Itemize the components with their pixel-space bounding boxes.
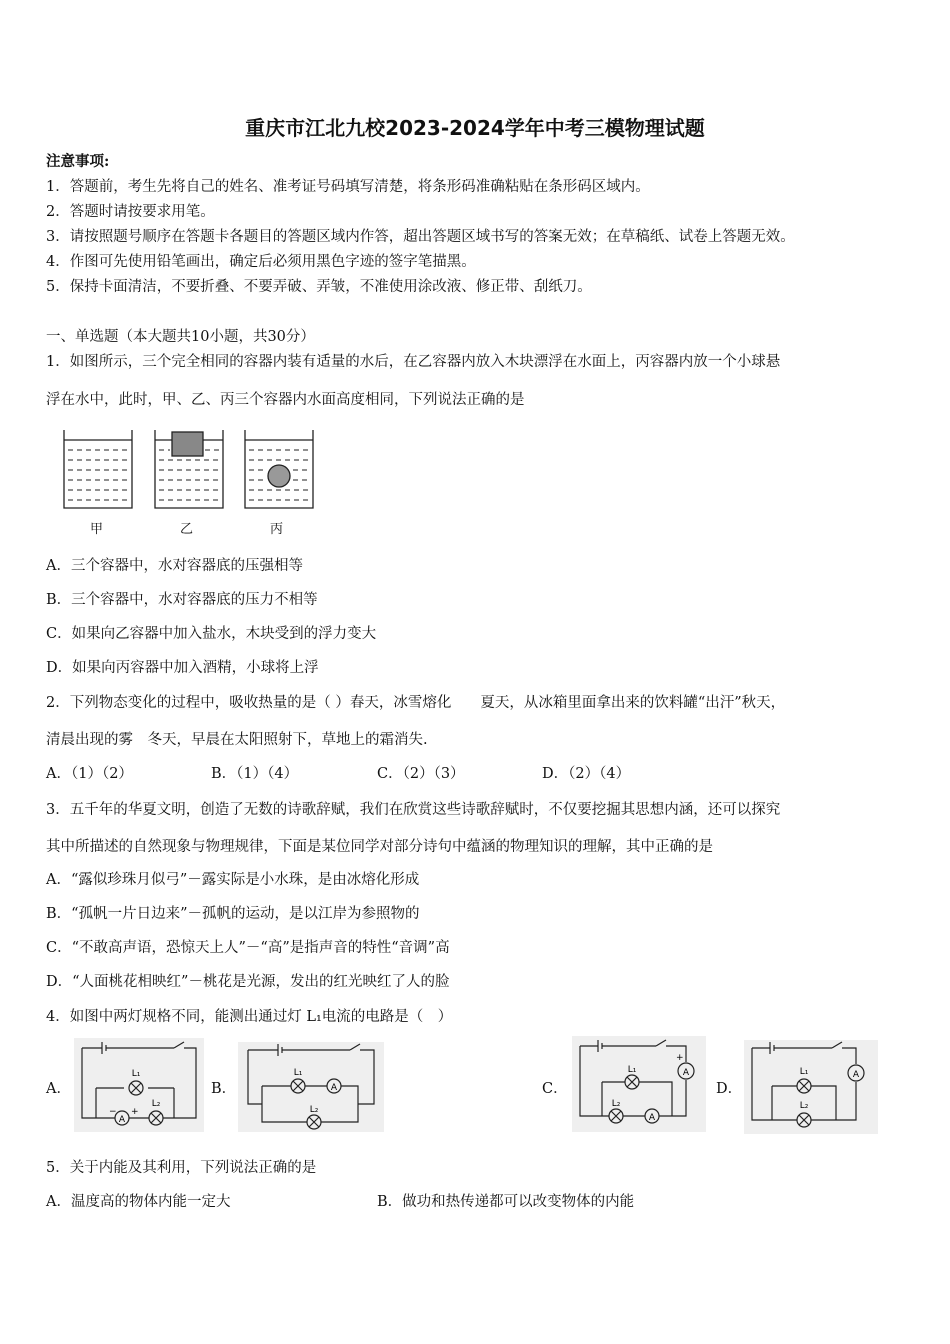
plus-sign: + <box>131 1107 139 1117</box>
question-4-text: 4．如图中两灯规格不同，能测出通过灯 L₁电流的电路是（ ） <box>46 1009 453 1025</box>
plus-sign: + <box>676 1053 684 1063</box>
option-b[interactable]: B． <box>211 1081 237 1097</box>
lamp-l2-label: L₂ <box>151 1099 161 1109</box>
circuit-c <box>572 1036 706 1132</box>
label-jia: 甲 <box>90 522 104 537</box>
section-heading: 一、单选题（本大题共10小题，共30分） <box>46 329 315 345</box>
label-bing: 丙 <box>270 522 284 537</box>
question-5-text: 5．关于内能及其利用，下列说法正确的是 <box>46 1160 317 1176</box>
ammeter-label: A <box>852 1070 860 1080</box>
container-jia <box>64 430 132 508</box>
small-ball <box>268 465 290 487</box>
notice-item: 5．保持卡面清洁，不要折叠、不要弄破、弄皱，不准使用涂改液、修正带、刮纸刀。 <box>46 279 592 295</box>
lamp-l1-label: L₁ <box>131 1069 141 1079</box>
option-b[interactable]: B．“孤帆一片日边来”－孤帆的运动，是以江岸为参照物的 <box>46 906 420 922</box>
circuit-d <box>744 1040 878 1134</box>
notice-item: 1．答题前，考生先将自己的姓名、准考证号码填写清楚，将条形码准确粘贴在条形码区域内。 <box>46 179 650 195</box>
option-d[interactable]: D．“人面桃花相映红”－桃花是光源，发出的红光映红了人的脸 <box>46 974 450 990</box>
option-c[interactable]: C． <box>542 1081 568 1097</box>
question-1-text: 1．如图所示，三个完全相同的容器内装有适量的水后，在乙容器内放入木块漂浮在水面上，丙容器内放一个小球悬 <box>46 354 781 370</box>
lamp-l2-label: L₂ <box>611 1099 621 1109</box>
lamp-l1-label: L₁ <box>799 1067 809 1077</box>
ammeter-label: A <box>648 1113 656 1123</box>
notice-item: 2．答题时请按要求用笔。 <box>46 204 215 220</box>
ammeter-label: A <box>682 1068 690 1078</box>
option-c[interactable]: C．（2）（3） <box>377 766 465 782</box>
option-b[interactable]: B．做功和热传递都可以改变物体的内能 <box>377 1194 635 1210</box>
question-2-text: 2．下列物态变化的过程中，吸收热量的是（ ）春天，冰雪熔化 夏天，从冰箱里面拿出来的饮料罐“出汗”秋天， <box>46 695 786 711</box>
lamp-l1-label: L₁ <box>293 1068 303 1078</box>
circuit-a <box>74 1038 204 1132</box>
option-b[interactable]: B．（1）（4） <box>211 766 299 782</box>
option-a[interactable]: A．（1）（2） <box>46 766 133 782</box>
question-1-text: 浮在水中，此时，甲、乙、丙三个容器内水面高度相同，下列说法正确的是 <box>46 392 525 408</box>
option-a[interactable]: A．三个容器中，水对容器底的压强相等 <box>46 558 303 574</box>
wood-block <box>172 432 203 456</box>
notice-item: 3．请按照题号顺序在答题卡各题目的答题区域内作答，超出答题区域书写的答案无效；在草稿纸、试卷上答题无效。 <box>46 229 795 245</box>
option-a[interactable]: A．温度高的物体内能一定大 <box>46 1194 231 1210</box>
question-3-text: 其中所描述的自然现象与物理规律，下面是某位同学对部分诗句中蕴涵的物理知识的理解，其中正确的是 <box>46 839 713 855</box>
notice-item: 4．作图可先使用铅笔画出，确定后必须用黑色字迹的签字笔描黑。 <box>46 254 476 270</box>
container-bing <box>245 430 313 508</box>
lamp-l2-label: L₂ <box>799 1101 809 1111</box>
lamp-l1-label: L₁ <box>627 1065 637 1075</box>
container-yi <box>155 430 223 508</box>
containers-figure <box>58 428 328 513</box>
page-title: 重庆市江北九校2023-2024学年中考三模物理试题 <box>245 116 705 140</box>
question-2-text: 清晨出现的雾 冬天，早晨在太阳照射下，草地上的霜消失. <box>46 732 428 748</box>
ammeter-label: A <box>118 1115 126 1125</box>
option-d[interactable]: D．如果向丙容器中加入酒精，小球将上浮 <box>46 660 319 676</box>
option-d[interactable]: D． <box>716 1081 743 1097</box>
circuit-b <box>238 1042 384 1132</box>
option-a[interactable]: A．“露似珍珠月似弓”－露实际是小水珠，是由冰熔化形成 <box>46 872 420 888</box>
ammeter-label: A <box>330 1083 338 1093</box>
option-a[interactable]: A． <box>46 1081 71 1097</box>
notice-heading: 注意事项: <box>46 153 110 170</box>
label-yi: 乙 <box>180 522 194 537</box>
option-c[interactable]: C．“不敢高声语，恐惊天上人”－“高”是指声音的特性“音调”高 <box>46 940 450 956</box>
lamp-l2-label: L₂ <box>309 1105 319 1115</box>
question-3-text: 3．五千年的华夏文明，创造了无数的诗歌辞赋，我们在欣赏这些诗歌辞赋时，不仅要挖掘其思想内涵，还可以探究 <box>46 802 781 818</box>
option-b[interactable]: B．三个容器中，水对容器底的压力不相等 <box>46 592 318 608</box>
option-d[interactable]: D．（2）（4） <box>542 766 631 782</box>
option-c[interactable]: C．如果向乙容器中加入盐水，木块受到的浮力变大 <box>46 626 377 642</box>
minus-sign: − <box>109 1107 117 1117</box>
